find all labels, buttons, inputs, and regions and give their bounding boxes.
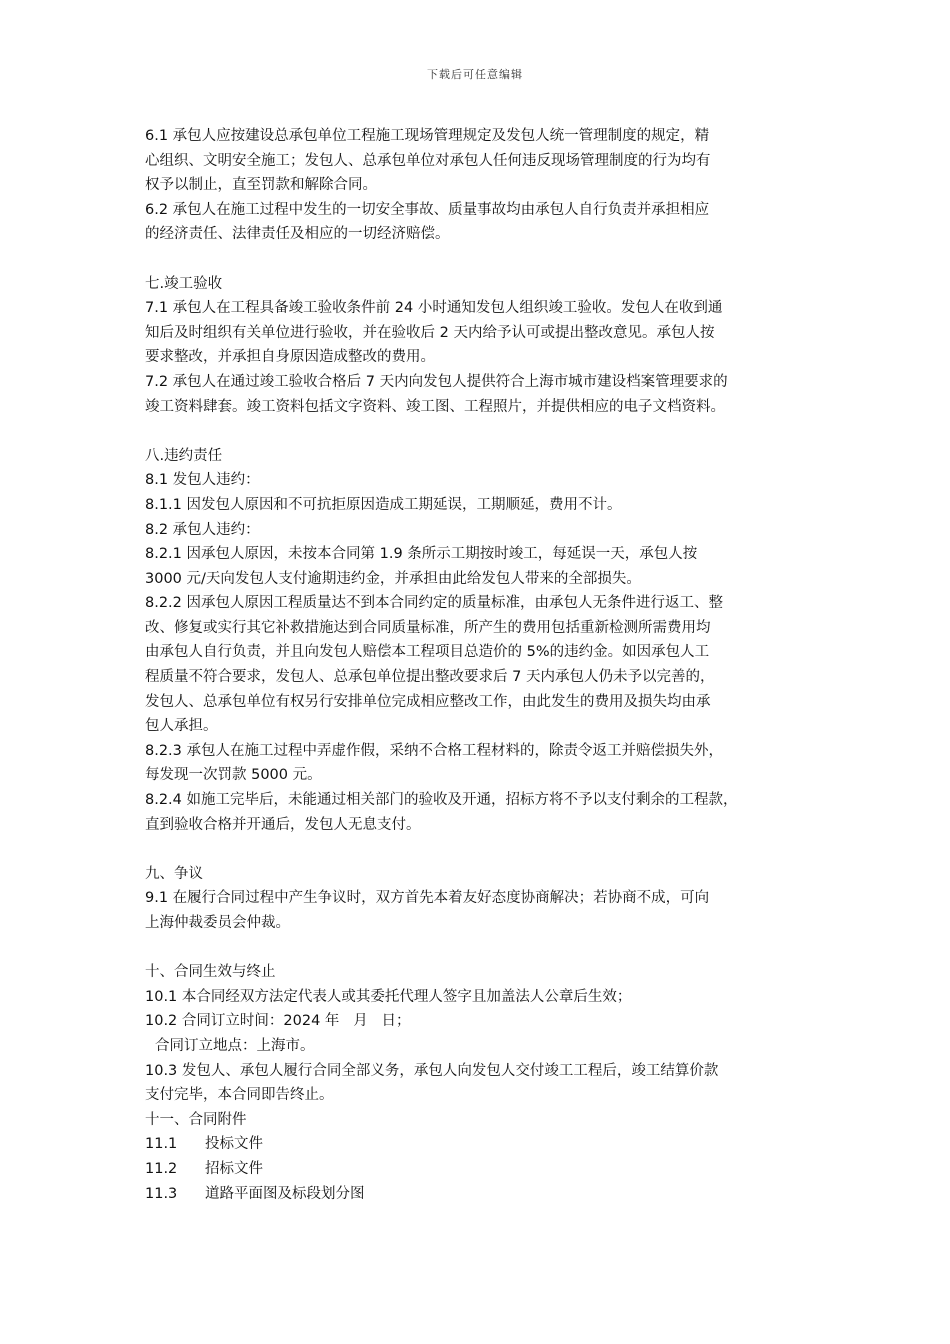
text-line: 程质量不符合要求，发包人、总承包单位提出整改要求后 7 天内承包人仍未予以完善的， <box>145 669 715 686</box>
clause-8-2-2 <box>145 591 825 739</box>
text-line: 3000 元/天向发包人支付逾期违约金，并承担由此给发包人带来的全部损失。 <box>145 570 641 587</box>
spacer <box>145 419 825 444</box>
text-line: 8.2.1 因承包人原因，未按本合同第 1.9 条所示工期按时竣工，每延误一天，承包人按 <box>145 546 698 563</box>
text-line: 8.2.4 如施工完毕后，未能通过相关部门的验收及开通，招标方将不予以支付剩余的工程款， <box>145 792 738 809</box>
text-line: 7.1 承包人在工程具备竣工验收条件前 24 小时通知发包人组织竣工验收。发包人在收到通 <box>145 300 723 317</box>
section-9-title: 九、争议 <box>145 865 203 882</box>
text-line: 直到验收合格并开通后，发包人无息支付。 <box>145 816 421 833</box>
clause-7-1 <box>145 296 825 370</box>
attachment-text: 道路平面图及标段划分图 <box>205 1185 365 1202</box>
section-11-title: 十一、合同附件 <box>145 1111 247 1128</box>
attachment-text: 投标文件 <box>205 1136 263 1153</box>
clause-10-1: 10.1 本合同经双方法定代表人或其委托代理人签字且加盖法人公章后生效； <box>145 988 632 1005</box>
text-line: 8.2.2 因承包人原因工程质量达不到本合同约定的质量标准，由承包人无条件进行返工、整 <box>145 595 723 612</box>
clause-7-2 <box>145 370 825 419</box>
text-line: 的经济责任、法律责任及相应的一切经济赔偿。 <box>145 226 450 243</box>
spacer <box>145 837 825 862</box>
text-line: 包人承担。 <box>145 718 218 735</box>
text-line: 改、修复或实行其它补救措施达到合同质量标准，所产生的费用包括重新检测所需费用均 <box>145 619 711 636</box>
attachment-item <box>145 1157 825 1182</box>
attachment-item <box>145 1132 825 1157</box>
section-10-title: 十、合同生效与终止 <box>145 964 276 981</box>
clause-8-1-1: 8.1.1 因发包人原因和不可抗拒原因造成工期延误，工期顺延，费用不计。 <box>145 496 622 513</box>
clause-6-1 <box>145 124 825 198</box>
text-line: 6.2 承包人在施工过程中发生的一切安全事故、质量事故均由承包人自行负责并承担相应 <box>145 201 710 218</box>
spacer <box>145 936 825 961</box>
clause-8-2-3 <box>145 739 825 788</box>
text-line: 权予以制止，直至罚款和解除合同。 <box>145 177 377 194</box>
text-line: 每发现一次罚款 5000 元。 <box>145 767 322 784</box>
clause-8-2-1 <box>145 542 825 591</box>
text-line: 6.1 承包人应按建设总承包单位工程施工现场管理规定及发包人统一管理制度的规定，精 <box>145 128 710 144</box>
attachment-number: 11.2 <box>145 1160 178 1177</box>
text-line: 竣工资料肆套。竣工资料包括文字资料、竣工图、工程照片，并提供相应的电子文档资料。 <box>145 398 725 415</box>
attachment-number: 11.3 <box>145 1185 178 1202</box>
text-line: 上海仲裁委员会仲裁。 <box>145 915 290 931</box>
text-line: 7.2 承包人在通过竣工验收合格后 7 天内向发包人提供符合上海市城市建设档案管理要求的 <box>145 373 728 390</box>
clause-8-2-4 <box>145 788 825 837</box>
text-line: 要求整改，并承担自身原因造成整改的费用。 <box>145 349 435 366</box>
text-line: 由承包人自行负责，并且向发包人赔偿本工程项目总造价的 5%的违约金。如因承包人工 <box>145 644 710 661</box>
text-line: 8.2.3 承包人在施工过程中弄虚作假，采纳不合格工程材料的，除责令返工并赔偿损失外， <box>145 742 723 759</box>
clause-8-1-title: 8.1 发包人违约： <box>145 472 260 489</box>
spacer <box>145 247 825 272</box>
attachment-text: 招标文件 <box>205 1160 263 1177</box>
clause-10-2-location: 合同订立地点：上海市。 <box>155 1037 315 1054</box>
text-line: 9.1 在履行合同过程中产生争议时，双方首先本着友好态度协商解决；若协商不成，可向 <box>145 890 710 907</box>
text-line: 支付完毕，本合同即告终止。 <box>145 1087 334 1104</box>
section-8-title: 八.违约责任 <box>145 447 223 464</box>
clause-6-2 <box>145 198 825 247</box>
text-line: 10.3 发包人、承包人履行合同全部义务，承包人向发包人交付竣工工程后，竣工结算价款 <box>145 1062 719 1079</box>
page-header: 下载后可任意编辑 <box>427 68 523 81</box>
text-line: 知后及时组织有关单位进行验收，并在验收后 2 天内给予认可或提出整改意见。承包人按 <box>145 324 715 341</box>
text-line: 心组织、文明安全施工；发包人、总承包单位对承包人任何违反现场管理制度的行为均有 <box>145 152 711 169</box>
attachment-number: 11.1 <box>145 1136 178 1153</box>
text-line: 发包人、总承包单位有权另行安排单位完成相应整改工作，由此发生的费用及损失均由承 <box>145 693 711 710</box>
clause-10-2: 10.2 合同订立时间：2024 年 月 日； <box>145 1013 411 1030</box>
attachment-item <box>145 1182 825 1207</box>
clause-8-2-title: 8.2 承包人违约： <box>145 521 260 538</box>
section-7-title: 七.竣工验收 <box>145 275 223 292</box>
clause-9-1 <box>145 886 825 935</box>
document-body <box>145 124 825 1206</box>
clause-10-3 <box>145 1059 825 1108</box>
